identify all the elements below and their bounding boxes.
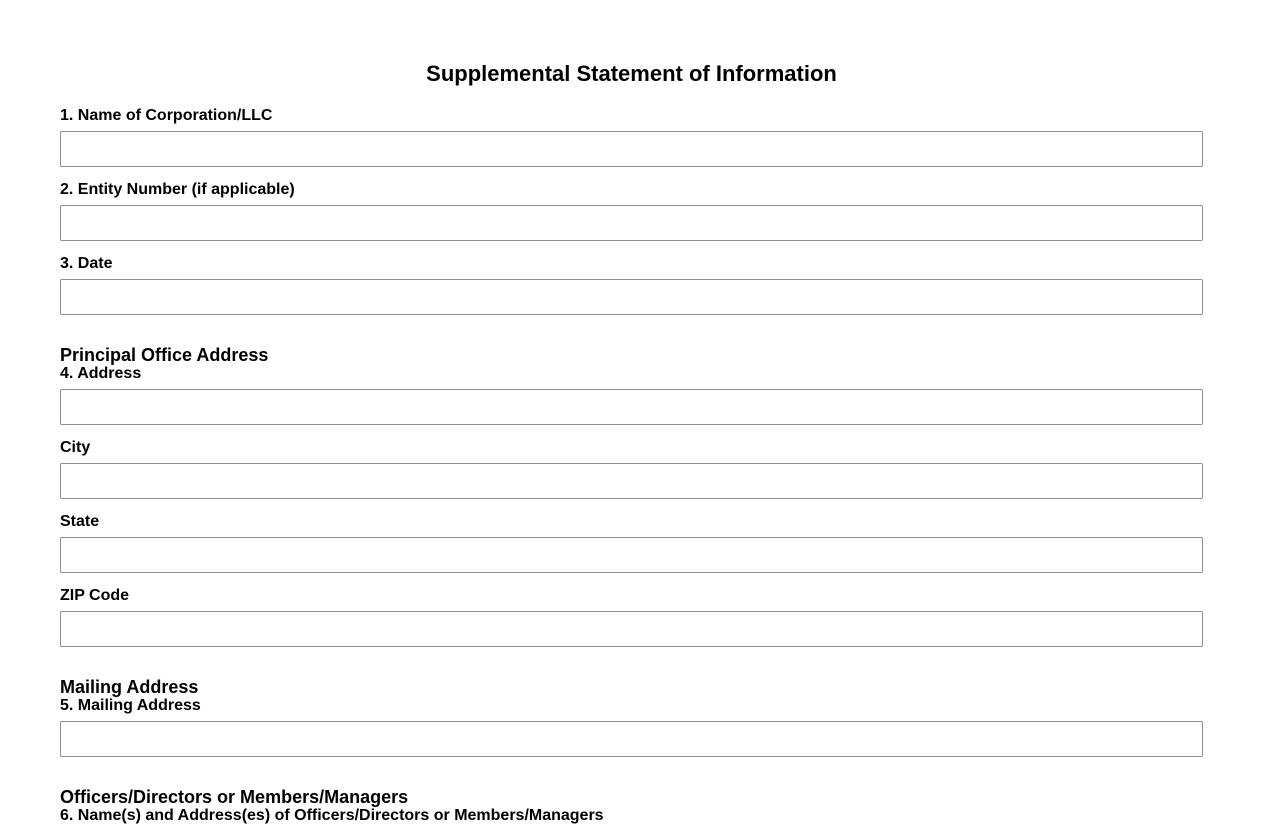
address-label: 4. Address bbox=[60, 365, 142, 382]
form-title: Supplemental Statement of Information bbox=[426, 61, 837, 86]
entity-number-input[interactable] bbox=[60, 205, 1203, 241]
mailing-address-input[interactable] bbox=[60, 721, 1203, 757]
mailing-address-label: 5. Mailing Address bbox=[60, 697, 201, 714]
city-label: City bbox=[60, 439, 91, 456]
date-input[interactable] bbox=[60, 279, 1203, 315]
city-input[interactable] bbox=[60, 463, 1203, 499]
entity-number-label: 2. Entity Number (if applicable) bbox=[60, 181, 295, 198]
corp-name-label: 1. Name of Corporation/LLC bbox=[60, 107, 273, 124]
zip-label: ZIP Code bbox=[60, 587, 130, 604]
officers-label: 6. Name(s) and Address(es) of Officers/Directors or Members/Managers bbox=[60, 807, 604, 824]
date-label: 3. Date bbox=[60, 255, 113, 272]
mailing-address-heading: Mailing Address bbox=[60, 677, 199, 697]
address-input[interactable] bbox=[60, 389, 1203, 425]
principal-office-heading: Principal Office Address bbox=[60, 345, 269, 365]
zip-input[interactable] bbox=[60, 611, 1203, 647]
officers-heading: Officers/Directors or Members/Managers bbox=[60, 787, 409, 807]
state-label: State bbox=[60, 513, 100, 530]
corp-name-input[interactable] bbox=[60, 131, 1203, 167]
state-input[interactable] bbox=[60, 537, 1203, 573]
